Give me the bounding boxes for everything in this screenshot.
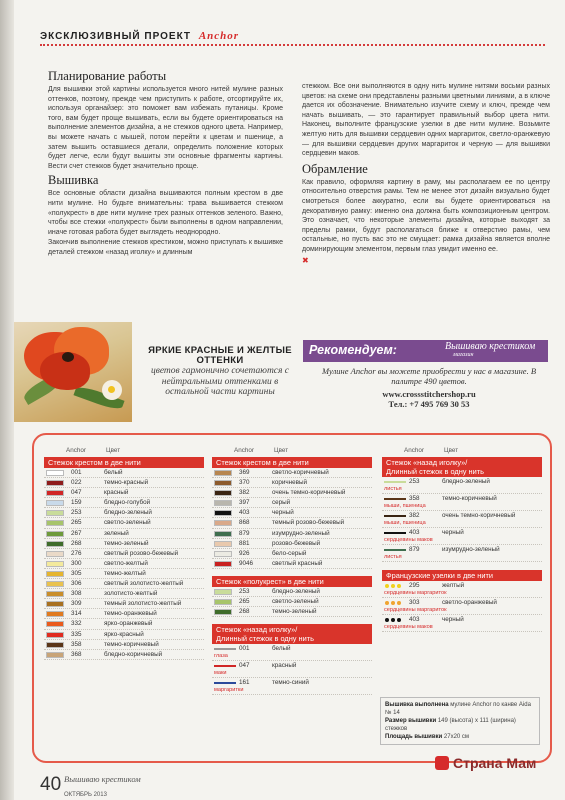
magazine-logo: Вышиваю крестиком xyxy=(64,774,141,784)
color-swatch xyxy=(46,520,64,526)
color-swatch xyxy=(214,599,232,605)
thread-number: 306 xyxy=(71,580,82,588)
thread-color-name: бледно-зеленый xyxy=(104,509,152,517)
line-sample xyxy=(384,532,406,534)
thread-color-name: очень темно-коричневый xyxy=(272,489,346,497)
key-row xyxy=(44,599,204,609)
color-swatch xyxy=(214,589,232,595)
thread-color-name: бледно-коричневый xyxy=(104,650,163,658)
thread-color-name: темно-зеленый xyxy=(104,539,149,547)
key-row xyxy=(44,619,204,629)
color-swatch xyxy=(46,591,64,597)
color-swatch xyxy=(46,571,64,577)
thread-number: 253 xyxy=(71,509,82,517)
thread-number: 332 xyxy=(71,620,82,628)
key-section-title: Стежок крестом в две нити xyxy=(44,457,204,468)
thread-color-name: светло-зеленый xyxy=(104,519,151,527)
key-table-header: Anchor Цвет xyxy=(234,447,289,454)
thread-number: 276 xyxy=(71,549,82,557)
key-section-title: Стежок «полукрест» в две нити xyxy=(212,576,372,587)
recommend-box xyxy=(303,340,553,420)
key-row xyxy=(212,549,372,559)
info-line: Вышивка выполнена мулине Anchor по канве Aida № 14 xyxy=(385,702,531,716)
thread-number: 9046 xyxy=(239,559,254,567)
thread-color-name: бледно-зеленый xyxy=(272,587,320,595)
thread-number: 305 xyxy=(71,569,82,577)
key-table-column-3 xyxy=(382,446,542,632)
thread-color-name: черный xyxy=(442,529,464,536)
end-mark-icon: ✖ xyxy=(302,255,309,265)
thread-number: 368 xyxy=(71,650,82,658)
thread-color-name: темно-синий xyxy=(272,679,309,687)
key-row xyxy=(44,508,204,518)
key-row xyxy=(44,609,204,619)
heading-planning: Планирование работы xyxy=(48,69,167,83)
color-swatch xyxy=(46,632,64,638)
thread-number: 253 xyxy=(409,478,420,485)
key-section-title: Стежок «назад иголку»/ Длинный стежок в одну нить xyxy=(382,457,542,477)
color-swatch xyxy=(46,541,64,547)
thread-number: 382 xyxy=(239,489,250,497)
usage-note: листья xyxy=(384,486,402,492)
thread-color-name: бледно-голубой xyxy=(104,499,151,507)
line-sample xyxy=(384,481,406,483)
usage-note: маргаритки xyxy=(214,687,244,694)
key-row xyxy=(212,488,372,498)
key-row xyxy=(44,539,204,549)
thread-color-name: светлый розово-бежевый xyxy=(104,549,179,557)
thread-color-name: красный xyxy=(104,489,129,497)
usage-note: мыши, пшеница xyxy=(384,503,426,509)
key-row xyxy=(212,607,372,617)
key-row xyxy=(382,528,542,545)
knot-dot xyxy=(385,601,389,605)
key-row xyxy=(212,539,372,549)
color-swatch xyxy=(214,480,232,486)
thread-number: 358 xyxy=(409,495,420,502)
article-column-right xyxy=(302,82,550,266)
key-row xyxy=(212,587,372,597)
info-line: Размер вышивки 149 (высота) х 111 (ширина) стежков xyxy=(385,718,516,732)
line-sample xyxy=(384,515,406,517)
watermark: Страна Мам xyxy=(435,755,536,771)
key-row xyxy=(212,508,372,518)
key-row xyxy=(44,518,204,528)
key-row xyxy=(382,581,542,598)
color-swatch xyxy=(46,510,64,516)
thread-number: 382 xyxy=(409,512,420,519)
thread-color-name: светло-зеленый xyxy=(272,598,319,606)
key-row xyxy=(44,559,204,569)
knot-dot xyxy=(397,584,401,588)
thread-number: 022 xyxy=(71,479,82,487)
key-row xyxy=(44,630,204,640)
thread-color-name: темный розово-бежевый xyxy=(272,519,345,527)
thread-color-name: бледно-зеленый xyxy=(442,478,490,485)
color-swatch xyxy=(46,561,64,567)
shop-phone: Тел.: +7 495 769 30 53 xyxy=(388,399,470,409)
thread-number: 001 xyxy=(239,645,250,653)
callout-title: ЯРКИЕ КРАСНЫЕ И ЖЕЛТЫЕ ОТТЕНКИ xyxy=(148,345,292,366)
color-swatch xyxy=(46,621,64,627)
section-title: ЭКСКЛЮЗИВНЫЙ ПРОЕКТ xyxy=(40,31,192,42)
thread-color-name: черный xyxy=(272,509,294,517)
paragraph: Как правило, оформляя картину в раму, мы располагаем ее по центру относительно отверстия рамы. Тем не менее этот дизайн визуально будет смотреться более аккуратно, если вы будете ориентироваться на декоративную рамку: именно она должна быть композиционным центром. Это означает, что некоторые элементы дизайна, которые выходят за пределы рамки, будут располагаться ближе к отверстию рамы, чем остальные, но пусть вас это не смущает: рамка дизайна является вполне доминирующим элементом, первым глаз увидит именно ее. xyxy=(302,178,550,253)
color-swatch xyxy=(46,531,64,537)
issue-date: ОКТЯБРЬ 2013 xyxy=(64,792,107,798)
thread-number: 295 xyxy=(409,582,420,589)
callout-body: цветов гармонично сочетаются с нейтральными оттенками в остальной части картины xyxy=(150,366,290,397)
info-line: Площадь вышивки 27х20 см xyxy=(385,734,470,740)
color-swatch xyxy=(214,470,232,476)
usage-note: сердцевины маргариток xyxy=(384,607,447,613)
thread-number: 370 xyxy=(239,479,250,487)
paragraph: Для вышивки этой картины используется много нитей мулине разных оттенков, поэтому, прежде чем приступить к работе, отсортируйте их, используя органайзер: это поможет вам избежать путаницы. Кроме того, вам будет проще вышивать, если вы будете ориентироваться на выполнение элементов дизайна, а не стежков одного цвета. Например, вы можете начать с мышей, потом перейти к цветам и пшенице, а затем вышить оставшиеся детали, определить положение которых будет легче, если будут вышиты эти основные фрагменты картины. Вести счет стежков будет значительно проще. xyxy=(48,86,283,170)
paragraph: стежком. Все они выполняются в одну нить мулине нитями восьми разных цветов: на схеме они представлены разными цветными линиями, а в ключе дается их обозначение. Внимательно изучите схему и ключ, прежде чем начать вышивать, — это гарантирует правильный выбор цвета нити. Наконец, выполните французские узелки в две нити мулине. Возьмите желтую нить для вышивки сердцевин одних маргариток, светло-оранжевую — для вышивки сердцевин других маргариток и черную — для вышивки сердцевин маков. xyxy=(302,83,550,158)
knot-dot xyxy=(385,618,389,622)
thread-color-name: светло-оранжевый xyxy=(442,599,497,606)
key-row xyxy=(212,661,372,678)
usage-note: листья xyxy=(384,554,402,560)
key-row xyxy=(44,529,204,539)
thread-color-name: желтый xyxy=(442,582,465,589)
key-section-title: Французские узелки в две нити xyxy=(382,570,542,581)
recommend-banner xyxy=(303,340,548,362)
line-sample xyxy=(384,498,406,500)
color-swatch xyxy=(46,601,64,607)
thread-number: 309 xyxy=(71,600,82,608)
usage-note: маки xyxy=(214,670,227,677)
key-row xyxy=(212,529,372,539)
key-row xyxy=(212,518,372,528)
knot-dot xyxy=(391,601,395,605)
thread-number: 268 xyxy=(71,539,82,547)
color-swatch xyxy=(46,652,64,658)
key-table-column-2 xyxy=(212,446,372,695)
key-section-title: Стежок крестом в две нити xyxy=(212,457,372,468)
thread-number: 161 xyxy=(239,679,250,687)
key-row xyxy=(44,498,204,508)
key-row xyxy=(44,569,204,579)
key-row xyxy=(382,511,542,528)
key-table-header: Anchor Цвет xyxy=(66,447,121,454)
key-row xyxy=(44,579,204,589)
thread-color-name: темно-коричневый xyxy=(104,640,159,648)
knot-dot xyxy=(397,601,401,605)
color-swatch xyxy=(46,470,64,476)
thread-color-name: серый xyxy=(272,499,291,507)
color-swatch xyxy=(214,490,232,496)
article-column-left xyxy=(48,69,283,259)
key-row xyxy=(212,597,372,607)
thread-number: 267 xyxy=(71,529,82,537)
color-swatch xyxy=(214,541,232,547)
thread-color-name: розово-бежевый xyxy=(272,539,321,547)
poppy-embroidery-photo xyxy=(14,322,132,422)
thread-color-name: красный xyxy=(272,662,297,670)
thread-color-name: светлый золотисто-желтый xyxy=(104,580,184,588)
page-spine-shadow xyxy=(0,0,14,800)
thread-number: 403 xyxy=(409,529,420,536)
color-callout xyxy=(140,346,300,398)
key-row xyxy=(382,545,542,562)
thread-number: 308 xyxy=(71,590,82,598)
knot-dot xyxy=(397,618,401,622)
key-section-title: Стежок «назад иголку»/ Длинный стежок в одну нить xyxy=(212,624,372,644)
knot-dot xyxy=(391,618,395,622)
knot-dot xyxy=(385,584,389,588)
key-row xyxy=(44,488,204,498)
thread-color-name: светло-коричневый xyxy=(272,469,329,476)
usage-note: глаза xyxy=(214,653,228,660)
key-row xyxy=(44,650,204,660)
usage-note: сердцевины маков xyxy=(384,537,433,543)
thread-color-name: белый xyxy=(104,469,123,476)
color-swatch xyxy=(46,480,64,486)
color-swatch xyxy=(214,561,232,567)
thread-number: 879 xyxy=(239,529,250,537)
key-row xyxy=(212,498,372,508)
key-row xyxy=(382,598,542,615)
color-swatch xyxy=(46,581,64,587)
thread-number: 159 xyxy=(71,499,82,507)
key-table-full-cross xyxy=(44,446,204,660)
thread-color-name: очень темно-коричневый xyxy=(442,512,516,519)
thread-number: 403 xyxy=(239,509,250,517)
key-row xyxy=(44,640,204,650)
thread-color-name: бело-серый xyxy=(272,549,307,557)
thread-color-name: ярко-оранжевый xyxy=(104,620,153,628)
color-swatch xyxy=(214,520,232,526)
thread-color-name: светло-желтый xyxy=(104,559,148,567)
key-row xyxy=(212,478,372,488)
color-swatch xyxy=(214,609,232,615)
key-row xyxy=(212,644,372,661)
section-header xyxy=(40,30,239,42)
color-swatch xyxy=(46,642,64,648)
thread-color-name: темно-коричневый xyxy=(442,495,497,502)
line-sample xyxy=(214,682,236,684)
thread-number: 300 xyxy=(71,559,82,567)
line-sample xyxy=(214,648,236,650)
color-swatch xyxy=(46,551,64,557)
thread-number: 397 xyxy=(239,499,250,507)
thread-color-name: темный золотисто-желтый xyxy=(104,600,182,608)
key-row xyxy=(44,468,204,478)
key-table-header: Anchor Цвет xyxy=(404,447,459,454)
color-swatch xyxy=(46,611,64,617)
thread-color-name: темно-красный xyxy=(104,479,149,487)
usage-note: мыши, пшеница xyxy=(384,520,426,526)
thread-color-name: темно-оранжевый xyxy=(104,610,157,618)
stitch-info-box xyxy=(380,697,540,745)
color-swatch xyxy=(214,551,232,557)
thread-color-name: черный xyxy=(442,616,464,623)
header-divider xyxy=(40,44,545,46)
thread-number: 335 xyxy=(71,630,82,638)
key-row xyxy=(382,615,542,632)
heading-framing: Обрамление xyxy=(302,161,368,176)
heading-embroidery: Вышивка xyxy=(48,173,99,188)
thread-number: 314 xyxy=(71,610,82,618)
thread-color-name: золотисто-желтый xyxy=(104,590,158,598)
key-row xyxy=(212,559,372,569)
key-row xyxy=(212,678,372,695)
thread-number: 268 xyxy=(239,608,250,616)
thread-number: 303 xyxy=(409,599,420,606)
usage-note: сердцевины маргариток xyxy=(384,590,447,596)
thread-number: 265 xyxy=(239,598,250,606)
key-row xyxy=(44,478,204,488)
thread-color-name: изумрудно-зеленый xyxy=(272,529,330,537)
key-row xyxy=(44,589,204,599)
thread-color-name: зеленый xyxy=(104,529,129,537)
color-swatch xyxy=(214,531,232,537)
key-row xyxy=(212,468,372,478)
shop-url-link[interactable]: www.crossstitchershop.ru xyxy=(382,389,476,399)
line-sample xyxy=(384,549,406,551)
page-number: 40 xyxy=(40,774,62,795)
paragraph: Закончив выполнение стежков крестиком, можно приступать к вышивке деталей стежком «назад иголку» и длинным xyxy=(48,239,283,256)
color-swatch xyxy=(46,490,64,496)
thread-number: 369 xyxy=(239,469,250,476)
thread-color-name: изумрудно-зеленый xyxy=(442,546,500,553)
recommend-text: Мулине Anchor вы можете приобрести у нас в магазине. В палитре 490 цветов. xyxy=(321,366,537,386)
watermark-icon xyxy=(435,756,449,770)
thread-color-name: белый xyxy=(272,645,291,653)
thread-number: 047 xyxy=(71,489,82,497)
thread-number: 265 xyxy=(71,519,82,527)
anchor-brand-logo: Anchor xyxy=(198,30,240,42)
recommend-title: Рекомендуем: xyxy=(309,343,397,357)
thread-color-name: светлый красный xyxy=(272,559,323,567)
line-sample xyxy=(214,665,236,667)
key-row xyxy=(44,549,204,559)
thread-number: 358 xyxy=(71,640,82,648)
thread-number: 047 xyxy=(239,662,250,670)
thread-number: 001 xyxy=(71,469,82,476)
knot-dot xyxy=(391,584,395,588)
shop-logo: Вышиваю крестиком магазин xyxy=(445,341,536,358)
thread-number: 253 xyxy=(239,587,250,595)
thread-color-name: ярко-красный xyxy=(104,630,144,638)
thread-number: 868 xyxy=(239,519,250,527)
thread-number: 403 xyxy=(409,616,420,623)
thread-number: 926 xyxy=(239,549,250,557)
color-swatch xyxy=(214,510,232,516)
thread-number: 881 xyxy=(239,539,250,547)
thread-color-name: темно-желтый xyxy=(104,569,146,577)
color-swatch xyxy=(46,500,64,506)
color-swatch xyxy=(214,500,232,506)
usage-note: сердцевины маков xyxy=(384,624,433,630)
thread-color-name: темно-зеленый xyxy=(272,608,317,616)
paragraph: Все основные области дизайна вышиваются полным крестом в две нити мулине. Но будьте внимательны: трава вышивается стежком «полукрест» в две нити мулине трех разных оттенков зеленого. Важно, чтобы все стежки «полукрест» были выполнены в одном направлении, иначе готовая работа будет выглядеть неоднородно. xyxy=(48,190,283,236)
key-row xyxy=(382,477,542,494)
thread-color-name: коричневый xyxy=(272,479,307,487)
thread-number: 879 xyxy=(409,546,420,553)
key-row xyxy=(382,494,542,511)
